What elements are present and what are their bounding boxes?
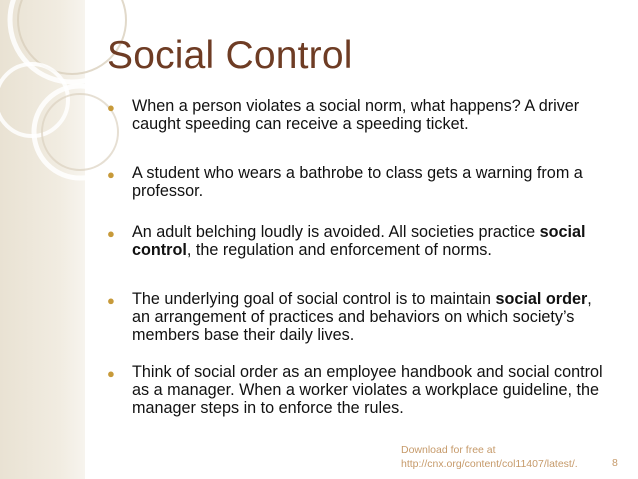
bullet-text: Think of social order as an employee handbook and social control as a manager. When a worker violates a workplace guideline, the manager steps in to enforce the rules.	[132, 363, 603, 417]
bullet-text: The underlying goal of social control is to maintain	[132, 290, 496, 308]
bullet-item	[107, 223, 612, 290]
key-term: social control	[132, 223, 586, 259]
page-number: 8	[612, 457, 618, 469]
bullet-item	[107, 290, 612, 363]
bullet-text: When a person violates a social norm, what happens? A driver caught speeding can receive a speeding ticket.	[132, 97, 580, 133]
slide-title: Social Control	[107, 34, 353, 77]
footer-line-2: http://cnx.org/content/col11407/latest/.	[401, 458, 578, 470]
bullet-text: , the regulation and enforcement of norms.	[186, 241, 492, 259]
bullet-marker-icon: ●	[107, 167, 115, 182]
footer-line-1: Download for free at	[401, 444, 496, 456]
bullet-marker-icon: ●	[107, 366, 115, 381]
bullet-text: A student who wears a bathrobe to class gets a warning from a professor.	[132, 164, 583, 200]
bullet-marker-icon: ●	[107, 293, 115, 308]
bullet-marker-icon: ●	[107, 226, 115, 241]
bullet-list	[107, 97, 612, 417]
key-term: social order	[495, 290, 588, 308]
bullet-marker-icon: ●	[107, 100, 115, 115]
bullet-text: An adult belching loudly is avoided. All societies practice	[132, 223, 540, 241]
bullet-item	[107, 363, 612, 417]
bullet-item	[107, 164, 612, 223]
download-link[interactable]	[401, 443, 578, 471]
bullet-text: , an arrangement of practices and behaviors on which society’s members base their daily lives.	[132, 290, 592, 344]
bullet-item	[107, 97, 612, 164]
